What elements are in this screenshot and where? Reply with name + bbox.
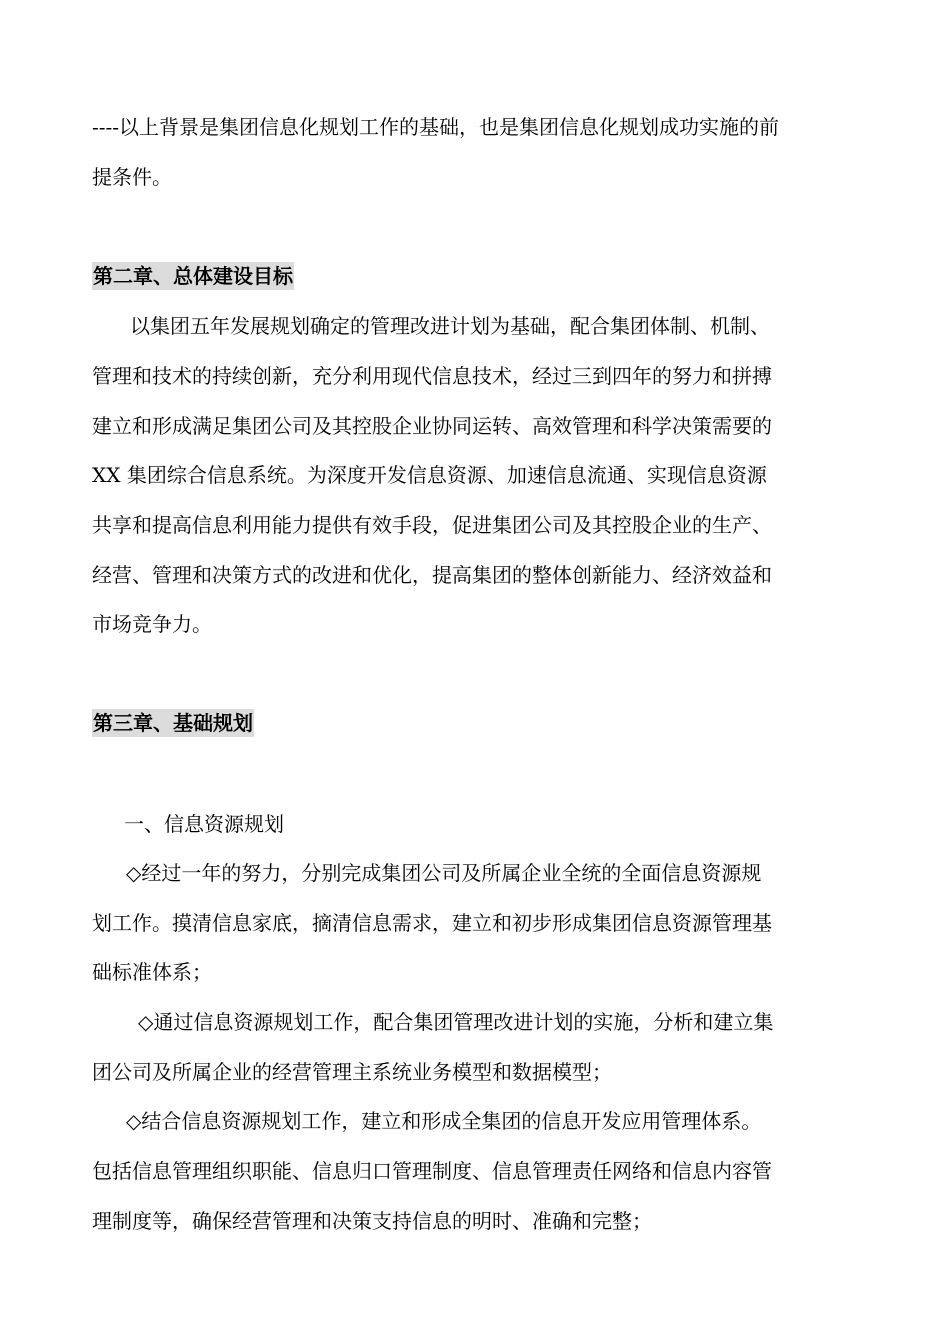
chapter-2-paragraph-line: 经营、管理和决策方式的改进和优化，提高集团的整体创新能力、经济效益和 [92,563,772,587]
item-1-line: ◇经过一年的努力，分别完成集团公司及所属企业全统的全面信息资源规 [126,861,762,885]
section-1-title: 一、信息资源规划 [124,812,284,836]
item-2-line: ◇通过信息资源规划工作，配合集团管理改进计划的实施，分析和建立集 [138,1010,774,1034]
item-1-line: 础标准体系； [92,960,212,984]
chapter-2-paragraph-line: XX 集团综合信息系统。为深度开发信息资源、加速信息流通、实现信息资源 [92,463,767,487]
intro-line-2: 提条件。 [92,165,172,189]
chapter-2-paragraph-line: 市场竞争力。 [92,612,212,636]
chapter-2-paragraph-line: 以集团五年发展规划确定的管理改进计划为基础，配合集团体制、机制、 [130,314,770,338]
item-2-line: 团公司及所属企业的经营管理主系统业务模型和数据模型； [92,1060,612,1084]
chapter-2-paragraph-line: 管理和技术的持续创新，充分利用现代信息技术，经过三到四年的努力和拼搏 [92,364,772,388]
chapter-2-paragraph-line: 共享和提高信息利用能力提供有效手段，促进集团公司及其控股企业的生产、 [92,513,772,537]
chapter-2-paragraph-line: 建立和形成满足集团公司及其控股企业协同运转、高效管理和科学决策需要的 [92,414,772,438]
item-3-line: 包括信息管理组织职能、信息归口管理制度、信息管理责任网络和信息内容管 [92,1159,772,1183]
item-1-line: 划工作。摸清信息家底，摘清信息需求，建立和初步形成集团信息资源管理基 [92,911,772,935]
item-3-line: ◇结合信息资源规划工作，建立和形成全集团的信息开发应用管理体系。 [126,1109,762,1133]
chapter-3-heading: 第三章、基础规划 [93,711,253,735]
chapter-2-heading: 第二章、总体建设目标 [93,264,293,288]
item-3-line: 理制度等，确保经营管理和决策支持信息的明时、准确和完整； [92,1209,652,1233]
intro-line-1: ----以上背景是集团信息化规划工作的基础，也是集团信息化规划成功实施的前 [92,115,780,139]
